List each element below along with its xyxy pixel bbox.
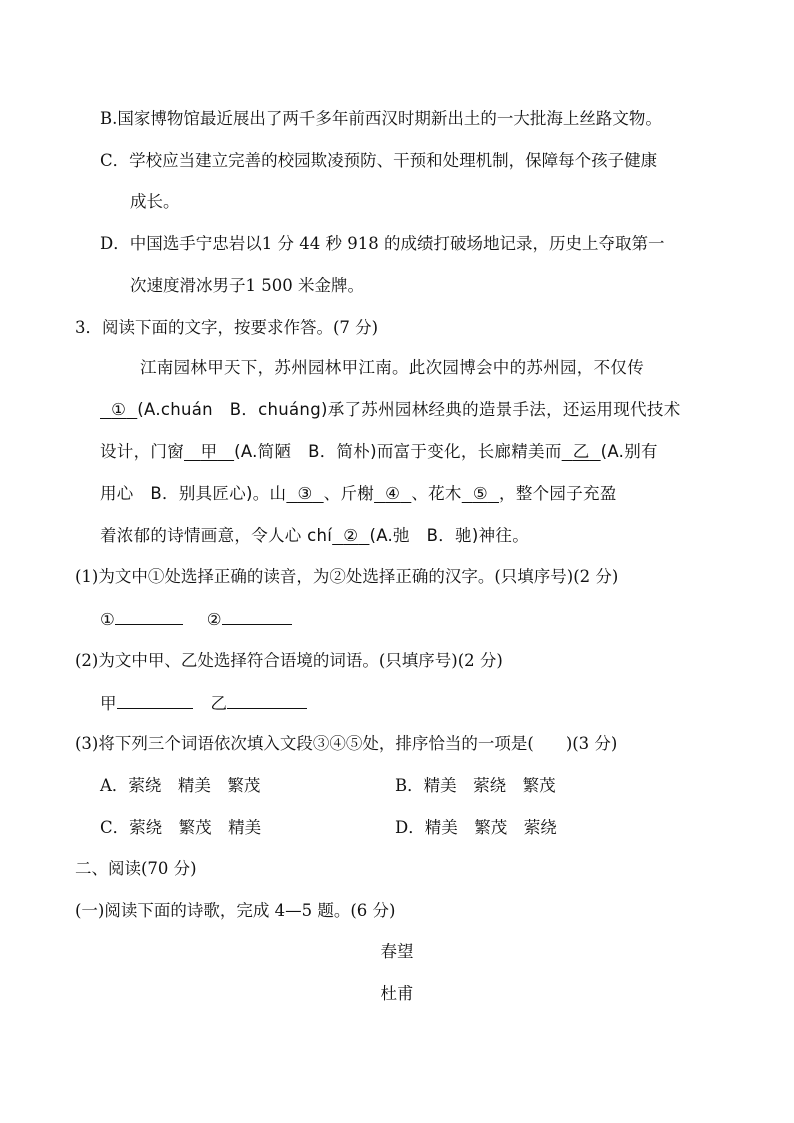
section-2-part-1: (一)阅读下面的诗歌，完成 4—5 题。(6 分)	[75, 901, 396, 920]
sub-3-option-c: C．萦绕 繁茂 精美	[100, 818, 262, 837]
answer-blank-yi[interactable]	[227, 692, 307, 709]
blank-4: ④	[385, 484, 401, 503]
sub-question-1: (1)为文中①处选择正确的读音，为②处选择正确的汉字。(只填序号)(2 分)	[75, 567, 619, 586]
option-d-line1: D．中国选手宁忠岩以1 分 44 秒 918 的成绩打破场地记录，历史上夺取第一	[100, 234, 665, 253]
sub-3-option-d: D．精美 繁茂 萦绕	[395, 818, 557, 837]
sub-3-option-a: A．萦绕 精美 繁茂	[100, 776, 261, 795]
blank-1: ①	[111, 400, 127, 419]
answer-blank-2[interactable]	[222, 608, 292, 625]
option-b: B.国家博物馆最近展出了两千多年前西汉时期新出土的一大批海上丝路文物。	[100, 109, 662, 128]
sub-3-option-b: B．精美 萦绕 繁茂	[395, 776, 556, 795]
option-c-line2: 成长。	[130, 192, 180, 211]
passage-text: (A.chuán B．chuáng)承了苏州园林经典的造景手法，还运用现代技术	[137, 400, 681, 419]
option-c-line1: C．学校应当建立完善的校园欺凌预防、干预和处理机制，保障每个孩子健康	[100, 151, 658, 170]
passage-line-2	[100, 399, 681, 421]
poem-title: 春望	[380, 942, 414, 961]
blank-5: ⑤	[472, 484, 488, 503]
answer-blank-jia[interactable]	[117, 692, 193, 709]
blank-2: ②	[343, 526, 359, 545]
question-3-stem: 3．阅读下面的文字，按要求作答。(7 分)	[75, 318, 379, 337]
blank-yi: 乙	[572, 442, 590, 461]
passage-line-3: 设计，门窗 甲 (A.简陋 B．简朴)而富于变化，长廊精美而 乙 (A.别有	[100, 442, 658, 461]
section-2-title: 二、阅读(70 分)	[75, 859, 197, 878]
passage-line-4: 用心 B．别具匠心)。山 ③ 、斤榭 ④ 、花木 ⑤ ，整个园子充盈	[100, 484, 617, 503]
sub-question-3: (3)将下列三个词语依次填入文段③④⑤处，排序恰当的一项是( )(3 分)	[75, 734, 618, 753]
sub-question-2: (2)为文中甲、乙处选择符合语境的词语。(只填序号)(2 分)	[75, 651, 503, 670]
passage-line-5: 着浓郁的诗情画意，令人心 chí ② (A.弛 B．驰)神往。	[100, 526, 529, 545]
blank-3: ③	[297, 484, 313, 503]
option-d-line2: 次速度滑冰男子1 500 米金牌。	[130, 276, 364, 295]
poem-author: 杜甫	[380, 984, 414, 1003]
blank-jia: 甲	[200, 442, 218, 461]
sub-question-1-answers: ① ②	[100, 608, 292, 631]
passage-line-1: 江南园林甲天下，苏州园林甲江南。此次园博会中的苏州园，不仅传	[140, 358, 644, 377]
sub-question-2-answers: 甲 乙	[100, 692, 307, 715]
answer-blank-1[interactable]	[115, 608, 183, 625]
